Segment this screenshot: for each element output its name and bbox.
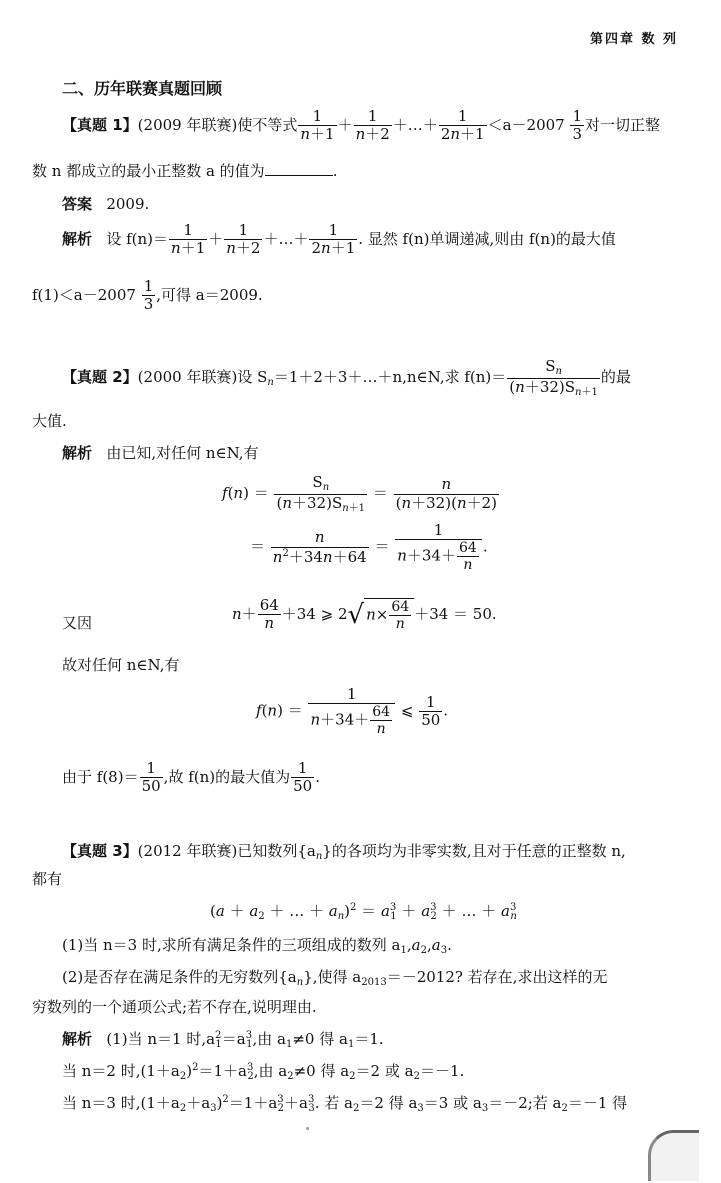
answer-blank [265,161,333,176]
therefore-line: 故对任何 n∈N,有 [62,656,180,674]
question-2: (2)是否存在满足条件的无穷数列$\{a_n\}$,使得 $a_{2013}=-2012$? 若存在,求出这样的无 [62,968,608,988]
problem-2-statement: 【真题 2】(2000 年联赛)设 $S_n=1+2+3+\dots+n,n\in N$,求 f(n)＝ $\frac{S_n}{(n+32)S_{n+1}}$ 的最 [62,357,631,398]
equation-1: f(n) ＝ $\frac{S_n}{(n+32)S_{n+1}}$ ＝ $\frac{n}{(n+32)(n+2)}$ [222,473,498,514]
answer-value: 2009. [106,195,150,213]
problem-3-statement: 【真题 3】(2012 年联赛)已知数列$\{a_n\}$的各项均为非零实数,且对于任意的正整数 n, [62,842,626,862]
page-speck [306,1127,309,1130]
fraction: $\frac{1}{n+1}$ [300,107,335,144]
equation-5: ($a + a_2$ ＋ … ＋ $a_n)^2 = a^3_1 + a^3_2$ ＋ … ＋ $a^3_n$ [210,902,517,922]
problem-2-source: (2000 年联赛) [137,368,238,386]
answer-label: 答案 [62,195,93,213]
fraction: $\frac{S_n}{(n+32)S_{n+1}}$ [509,357,598,398]
question-1: (1)当 n＝3 时,求所有满足条件的三项组成的数列 $a_1,a_2,a_3$. [62,936,452,956]
fraction: $\frac{1}{n+1}$ [171,221,206,258]
fraction: $\frac{1}{2n+1}$ [440,107,485,144]
mixed-fraction: $\frac{1}{3}$ [143,277,154,314]
problem-3-line2: 都有 [32,870,63,888]
problem-2-conclusion: 由于 f(8)＝ $\frac{1}{50}$ ,故 f(n)的最大值为 $\frac{1}{50}$ . [62,759,321,796]
problem-1-solution-line2: f(1)＜a－2007 $\frac{1}{3}$ ,可得 a＝2009. [32,277,263,314]
problem-1-answer [62,193,149,214]
problem-3-source: (2012 年联赛) [137,842,238,860]
equation-3: n＋ $\frac{64}{n}$ ＋34 ⩾ 2√ n× $\frac{64}{n}$ ＋34 ＝ 50. [232,596,497,633]
problem-1-statement: 【真题 1】(2009 年联赛)使不等式 $\frac{1}{n+1}$ ＋ $\frac{1}{n+2}$ ＋…＋ $\frac{1}{2n+1}$ ＜a－2007 $\frac{1}{3}$ 对一切正整 [62,107,661,144]
solution-label: 解析 [62,444,93,462]
problem-1-label: 【真题 1】 [62,115,138,134]
solution-label: 解析 [62,1030,93,1048]
problem-2-line2: 大值. [32,412,67,430]
fraction: $\frac{1}{n+2}$ [226,221,261,258]
section-title: 二、历年联赛真题回顾 [62,79,223,98]
problem-3-solution-3: 当 n＝3 时$,(1+a_2+a_3)^2=1+a^3_2+a^3_3$. 若 $a_2=2$ 得 $a_3=3$ 或 $a_3=-2$;若 $a_2=-1$ 得 [62,1094,628,1114]
problem-3-label: 【真题 3】 [62,842,138,860]
equation-2: ＝ $\frac{n}{n^2+34n+64}$ ＝ 1 n＋34＋ $\frac{64}{n}$ . [250,521,488,574]
problem-3-solution-1: 解析 (1)当 n＝1 时$,a^2_1=a^3_1$,由 $a_1\ne 0$ 得 $a_1=1$. [62,1030,384,1050]
mixed-fraction: $\frac{1}{3}$ [572,107,583,144]
fraction: $\frac{1}{2n+1}$ [311,221,356,258]
question-2-line2: 穷数列的一个通项公式;若不存在,说明理由. [32,998,317,1016]
problem-1-source: (2009 年联赛) [137,115,238,134]
equation-4: f(n) ＝ 1 n＋34＋ $\frac{64}{n}$ ⩽ $\frac{1}{50}$ . [256,685,449,738]
problem-1-line2: 数 n 都成立的最小正整数 a 的值为 . [32,162,338,180]
also-label: 又因 [62,614,93,632]
solution-label: 解析 [62,229,93,248]
page-curl-icon[interactable] [648,1130,699,1181]
problem-3-solution-2: 当 n＝2 时$,(1+a_2)^2=1+a^3_2$,由 $a_2\ne 0$ 得 $a_2=2$ 或 $a_2=-1$. [62,1062,465,1082]
problem-1-solution: 解析 设 f(n)＝ $\frac{1}{n+1}$ ＋ $\frac{1}{n+2}$ ＋…＋ $\frac{1}{2n+1}$ . 显然 f(n)单调递减,则由 f(n)的最大值 [62,221,616,258]
chapter-header: 第四章 数 列 [590,32,679,47]
fraction: $\frac{1}{n+2}$ [355,107,390,144]
problem-2-solution: 解析 由已知,对任何 n∈N,有 [62,444,259,462]
problem-2-label: 【真题 2】 [62,368,138,386]
